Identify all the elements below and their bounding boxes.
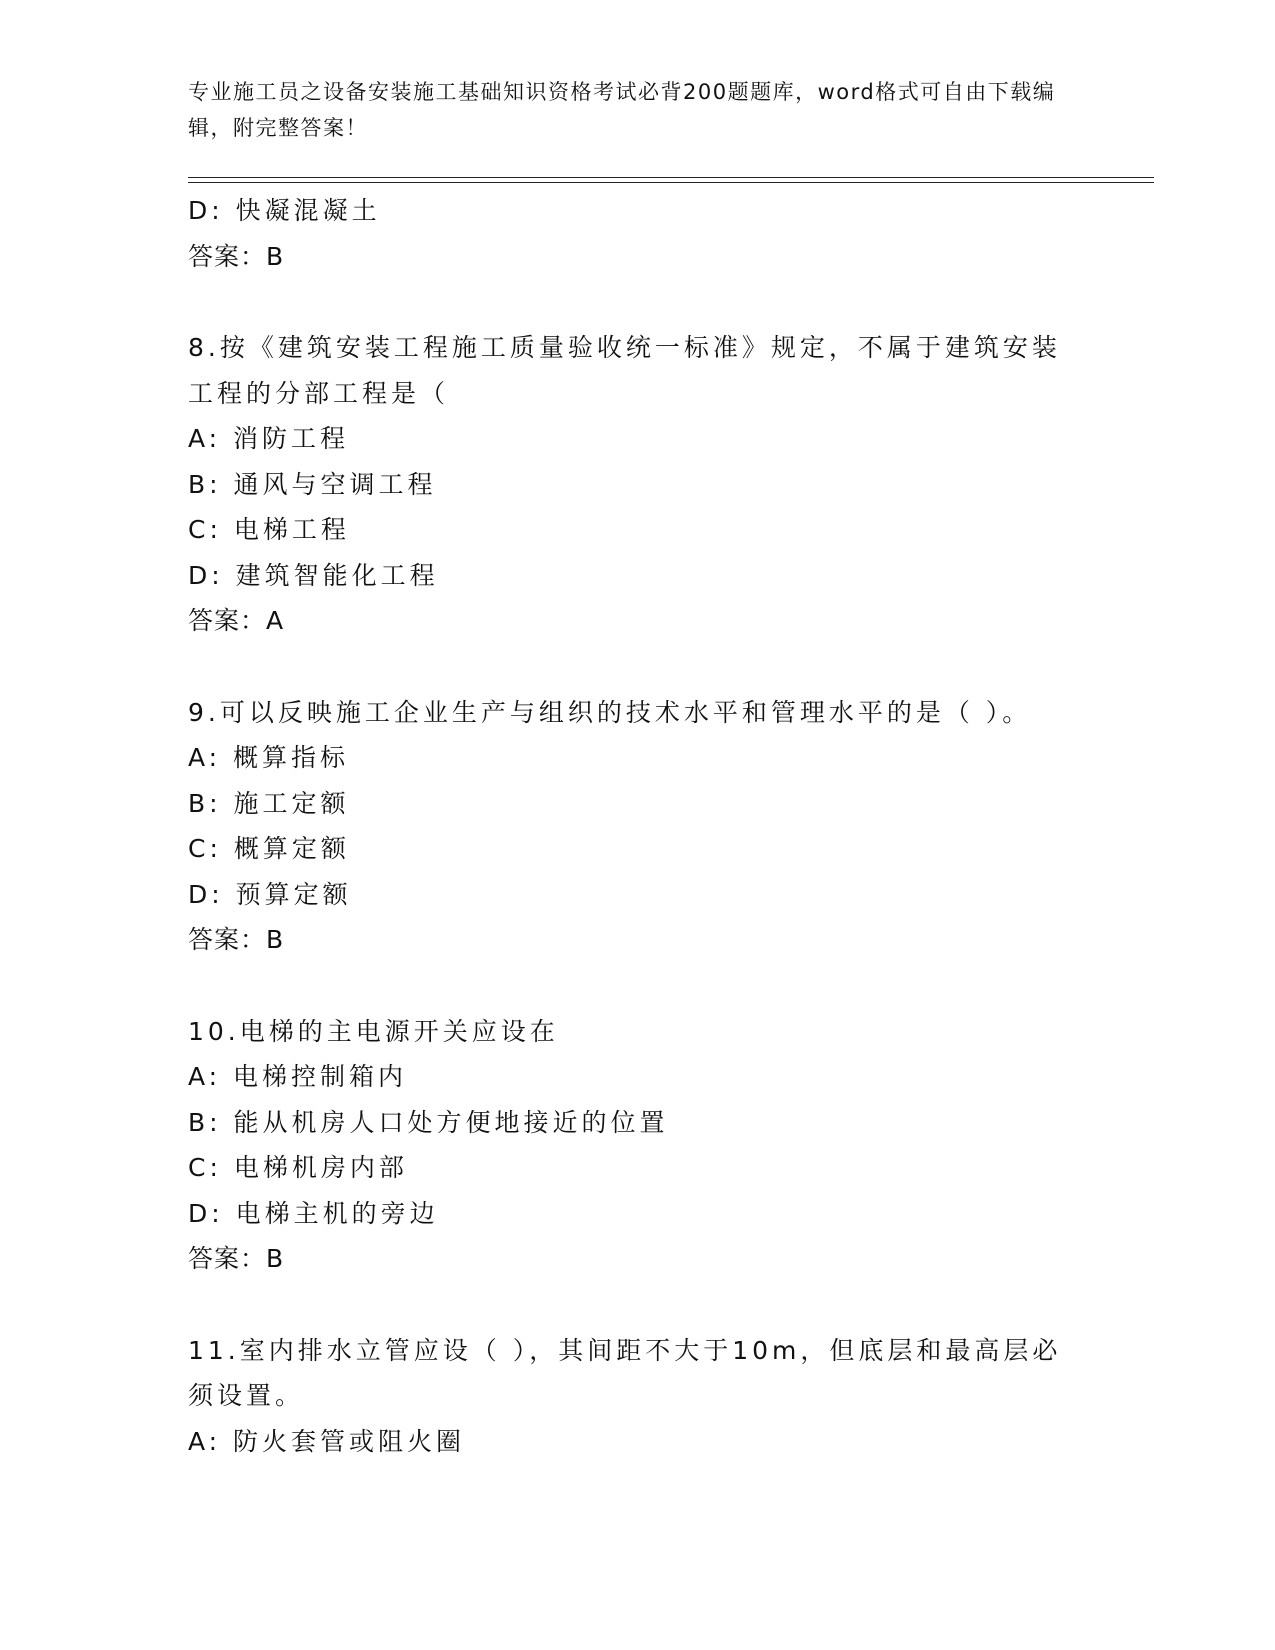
header-divider-top [188,177,1154,178]
document-header: 专业施工员之设备安装施工基础知识资格考试必背200题题库，word格式可自由下载编辑，附完整答案！ [188,80,1056,140]
question-8-title: 8.按《建筑安装工程施工质量验收统一标准》规定，不属于建筑安装工程的分部工程是（ [188,333,1061,408]
option-d: D: 快凝混凝土 [188,196,381,225]
answer: 答案：B [188,241,285,271]
question-9-title: 9.可以反映施工企业生产与组织的技术水平和管理水平的是（ ）。 [188,697,1032,727]
question-8-option-b: B: 通风与空调工程 [188,469,437,499]
question-9-option-b: B: 施工定额 [188,788,350,818]
question-9-answer: 答案：B [188,925,285,954]
spacer [188,963,1088,1009]
header-divider-bottom [188,182,1154,183]
question-11-option-a: A: 防火套管或阻火圈 [188,1426,466,1456]
question-9-option-c: C: 概算定额 [188,834,350,863]
spacer [188,1282,1088,1328]
question-10-option-c: C: 电梯机房内部 [188,1153,408,1182]
question-10-title: 10.电梯的主电源开关应设在 [188,1016,559,1046]
spacer [188,644,1088,690]
question-11-title: 11.室内排水立管应设（ ），其间距不大于10m，但底层和最高层必须设置。 [188,1335,1062,1410]
question-8-option-c: C: 电梯工程 [188,515,350,544]
question-10-option-d: D: 电梯主机的旁边 [188,1198,439,1228]
question-list [188,188,1088,1464]
question-10-option-b: B: 能从机房人口处方便地接近的位置 [188,1107,669,1137]
question-9-option-d: D: 预算定额 [188,879,352,909]
question-8-option-d: D: 建筑智能化工程 [188,560,439,590]
question-8-answer: 答案：A [188,606,285,635]
question-10-option-a: A: 电梯控制箱内 [188,1062,408,1091]
question-10-answer: 答案：B [188,1244,285,1273]
question-9-option-a: A: 概算指标 [188,743,350,772]
spacer [188,279,1088,325]
question-8-option-a: A: 消防工程 [188,424,350,453]
